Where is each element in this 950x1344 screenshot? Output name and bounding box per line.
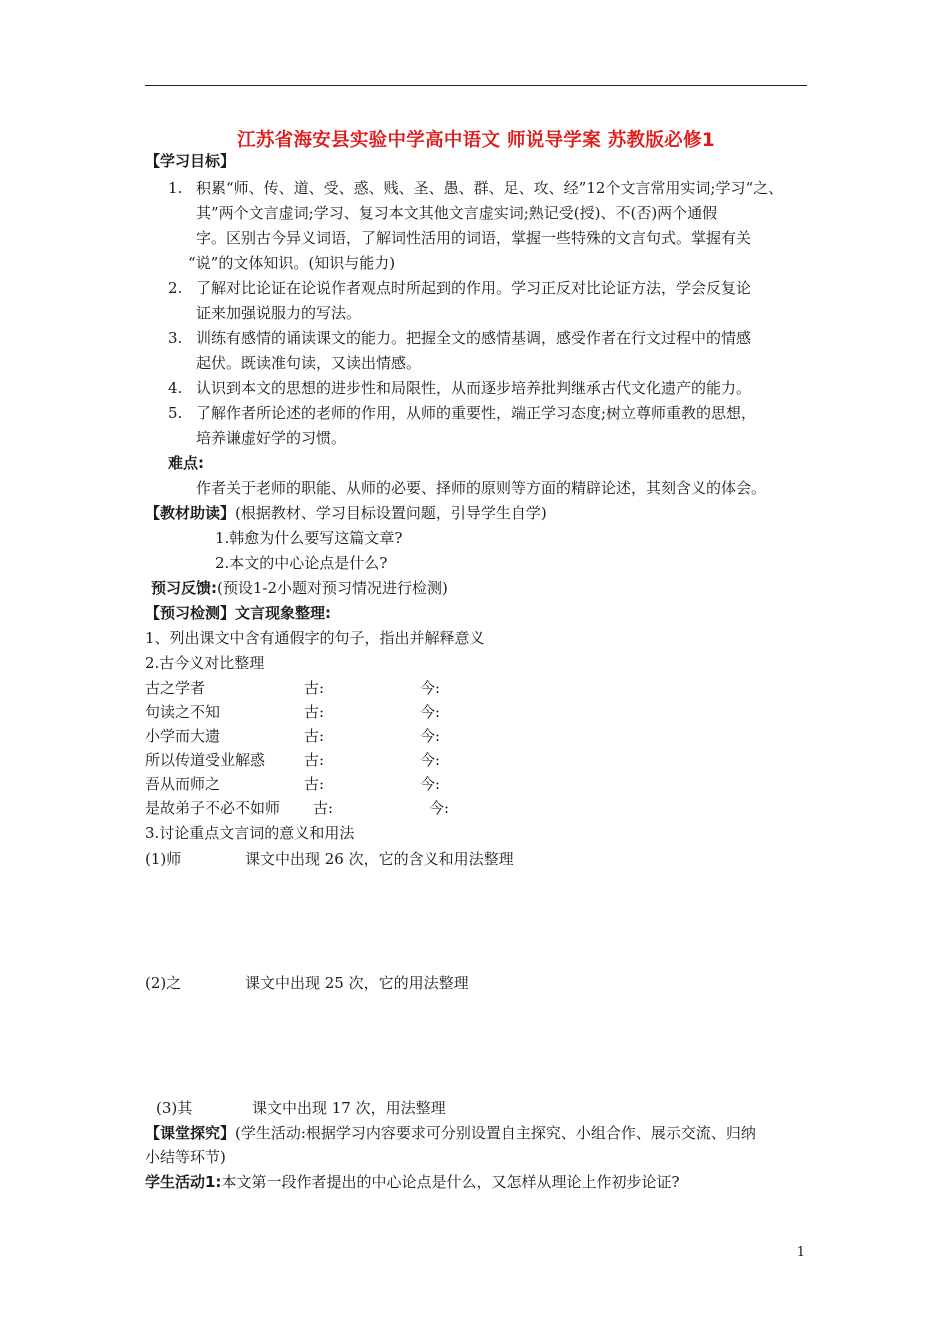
objective-1-line-3: 字。区别古今异义词语，了解词性活用的词语，掌握一些特殊的文言句式。掌握有关 [196,229,752,247]
compare-row-old: 古: [304,679,325,697]
objective-1-line-2: 其”两个文言虚词;学习、复习本文其他文言虚实词;熟记受(授)、不(否)两个通假 [196,204,718,222]
compare-row-phrase: 小学而大遗 [145,727,221,745]
preview-feedback-label: 预习反馈: [151,579,217,597]
difficulty-label: 难点: [168,454,204,472]
word-shi-label: (1)师 [145,850,182,868]
student-activity-1 [145,1171,679,1193]
objective-2-line-2: 证来加强说服力的写法。 [196,304,362,322]
compare-row-phrase: 是故弟子不必不如师 [145,799,281,817]
compare-row-phrase: 所以传道受业解惑 [145,751,266,769]
preview-check-item-1: 1、列出课文中含有通假字的句子，指出并解释意义 [145,629,485,647]
compare-row-old: 古: [313,799,334,817]
word-shi-text: 课文中出现 26 次，它的含义和用法整理 [245,850,514,868]
preview-check-item-3: 3.讨论重点文言词的意义和用法 [145,824,355,842]
page-title: 江苏省海安县实验中学高中语文 师说导学案 苏教版必修1 [237,130,715,151]
objective-3-number: 3. [168,329,183,347]
classroom-heading: 【课堂探究】 [145,1124,236,1142]
compare-row-old: 古: [304,727,325,745]
objectives-heading: 【学习目标】 [145,152,236,170]
objective-2-line-1: 了解对比论证在论说作者观点时所起到的作用。学习正反对比论证方法，学会反复论 [196,279,752,297]
activity-label: 学生活动1: [145,1173,222,1191]
preview-feedback [151,577,448,599]
objective-5-number: 5. [168,404,183,422]
objective-1-line-1: 积累“师、传、道、受、惑、贱、圣、愚、群、足、攻、经”12个文言常用实词;学习“之、 [196,179,784,197]
word-qi-label: (3)其 [156,1099,193,1117]
compare-row-now: 今: [420,775,441,793]
preview-check-item-2: 2.古今义对比整理 [145,654,265,672]
objective-5-line-2: 培养谦虚好学的习惯。 [196,429,347,447]
compare-row-now: 今: [420,703,441,721]
reading-note: (根据教材、学习目标设置问题，引导学生自学) [235,504,547,522]
difficulty-text: 作者关于老师的职能、从师的必要、择师的原则等方面的精辟论述，其刻含义的体会。 [196,479,767,497]
objective-3-line-2: 起伏。既读准句读，又读出情感。 [196,354,422,372]
compare-row-now: 今: [429,799,450,817]
reading-question-2: 2.本文的中心论点是什么? [215,554,388,572]
page-number: 1 [796,1245,805,1260]
preview-check-heading: 【预习检测】文言现象整理: [145,604,331,622]
compare-row-now: 今: [420,751,441,769]
compare-row-now: 今: [420,727,441,745]
word-qi-text: 课文中出现 17 次，用法整理 [252,1099,446,1117]
word-zhi-label: (2)之 [145,974,182,992]
header-rule [145,85,807,86]
compare-row-old: 古: [304,775,325,793]
compare-row-old: 古: [304,703,325,721]
compare-row-phrase: 句读之不知 [145,703,221,721]
objective-1-line-4: “说”的文体知识。(知识与能力) [188,254,396,272]
reading-section [145,502,547,524]
objective-3-line-1: 训练有感情的诵读课文的能力。把握全文的感情基调，感受作者在行文过程中的情感 [196,329,752,347]
objective-4-line-1: 认识到本文的思想的进步性和局限性，从而逐步培养批判继承古代文化遗产的能力。 [196,379,752,397]
objective-4-number: 4. [168,379,183,397]
compare-row-now: 今: [420,679,441,697]
activity-text: 本文第一段作者提出的中心论点是什么，又怎样从理论上作初步论证? [221,1173,680,1191]
objective-2-number: 2. [168,279,183,297]
objective-5-line-1: 了解作者所论述的老师的作用，从师的重要性，端正学习态度;树立尊师重教的思想， [196,404,757,422]
word-zhi-text: 课文中出现 25 次，它的用法整理 [245,974,469,992]
compare-row-phrase: 古之学者 [145,679,206,697]
preview-feedback-note: (预设1-2小题对预习情况进行检测) [217,579,448,597]
compare-row-phrase: 吾从而师之 [145,775,221,793]
objective-1-number: 1. [168,179,183,197]
reading-question-1: 1.韩愈为什么要写这篇文章? [215,529,403,547]
classroom-line-2: 小结等环节) [145,1148,226,1166]
classroom-line-1: (学生活动:根据学习内容要求可分别设置自主探究、小组合作、展示交流、归纳 [235,1124,756,1142]
compare-row-old: 古: [304,751,325,769]
reading-heading: 【教材助读】 [145,504,236,522]
classroom-section [145,1122,756,1144]
